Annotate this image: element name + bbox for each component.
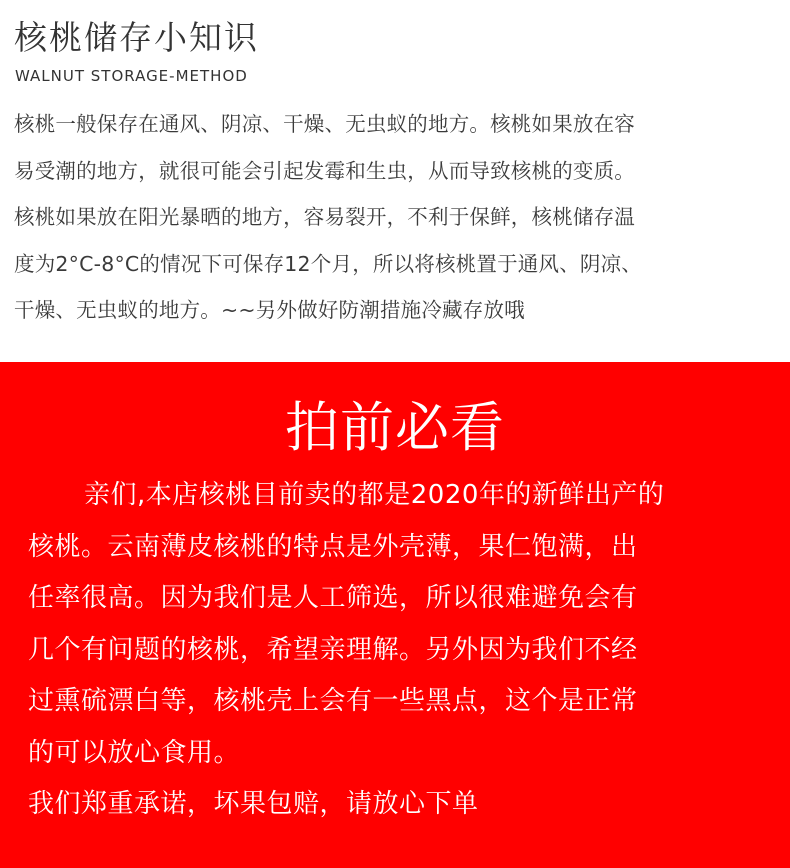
notice-line: 过熏硫漂白等，核桃壳上会有一些黑点，这个是正常 bbox=[28, 686, 638, 716]
section-title: 核桃储存小知识 bbox=[14, 18, 259, 57]
notice-line: 核桃。云南薄皮核桃的特点是外壳薄，果仁饱满，出 bbox=[28, 531, 638, 562]
paragraph-line: 核桃如果放在阳光暴晒的地方，容易裂开，不利于保鲜，核桃储存温 bbox=[14, 205, 635, 229]
notice-line: 亲们,本店核桃目前卖的都是2020年的新鲜出产的 bbox=[84, 480, 665, 510]
notice-line: 任率很高。因为我们是人工筛选，所以很难避免会有 bbox=[28, 583, 638, 613]
notice-line: 的可以放心食用。 bbox=[28, 737, 241, 768]
notice-line: 我们郑重承诺，坏果包赔，请放心下单 bbox=[28, 789, 479, 819]
storage-paragraph bbox=[14, 104, 774, 337]
paragraph-line: 干燥、无虫蚁的地方。~~另外做好防潮措施冷藏存放哦 bbox=[14, 298, 525, 322]
paragraph-line: 核桃一般保存在通风、阴凉、干燥、无虫蚁的地方。核桃如果放在容 bbox=[14, 112, 635, 136]
section-subtitle: WALNUT STORAGE-METHOD bbox=[15, 67, 248, 85]
notice-title: 拍前必看 bbox=[285, 396, 505, 459]
notice-line: 几个有问题的核桃，希望亲理解。另外因为我们不经 bbox=[28, 634, 638, 665]
notice-body bbox=[28, 470, 768, 831]
notice-panel bbox=[0, 362, 790, 868]
paragraph-line: 易受潮的地方，就很可能会引起发霉和生虫，从而导致核桃的变质。 bbox=[14, 158, 635, 183]
paragraph-line: 度为2°C-8°C的情况下可保存12个月，所以将核桃置于通风、阴凉、 bbox=[14, 251, 642, 276]
storage-knowledge-section bbox=[0, 0, 790, 362]
